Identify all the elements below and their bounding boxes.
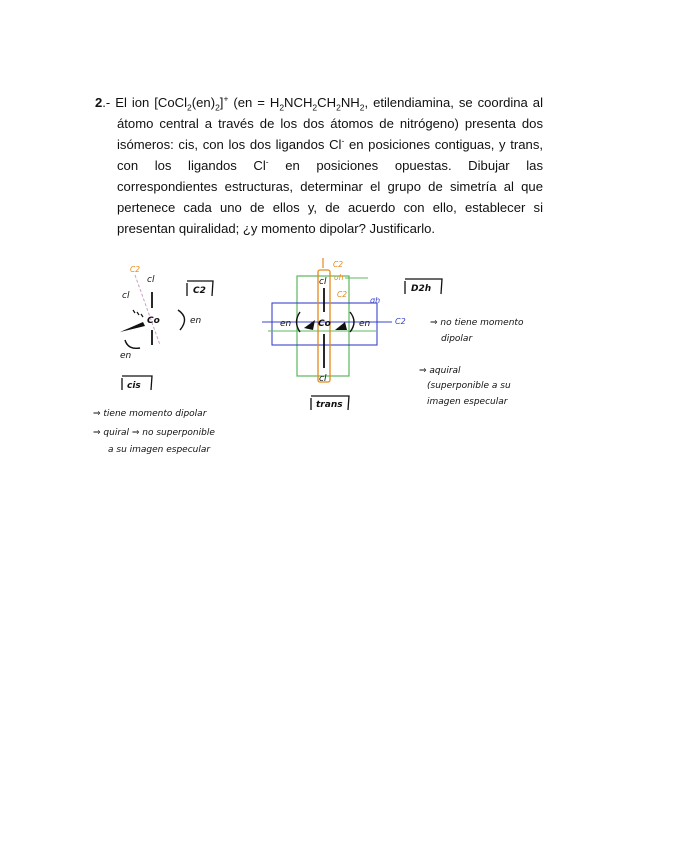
text-seg: (en) bbox=[191, 95, 216, 110]
trans-metal-co: Co bbox=[318, 319, 331, 329]
trans-point-group: D2h bbox=[411, 284, 432, 294]
text-seg: (en = H bbox=[228, 95, 280, 110]
trans-wedge-right bbox=[335, 322, 347, 330]
text-seg: .- El ion [CoCl bbox=[102, 95, 188, 110]
trans-note-line4: (superponible a su bbox=[427, 381, 511, 391]
text-seg: NCH bbox=[284, 95, 313, 110]
trans-note-line3: ⇒ aquiral bbox=[419, 366, 461, 376]
subscript: 2 bbox=[336, 102, 341, 113]
cis-isomer-label: cis bbox=[127, 381, 141, 391]
subscript: 2 bbox=[187, 102, 192, 113]
trans-c2-right-label: C2 bbox=[395, 317, 406, 326]
text-seg: NH bbox=[340, 95, 360, 110]
cis-hashed-bond bbox=[133, 310, 143, 317]
superscript: + bbox=[223, 93, 229, 104]
cis-point-group: C2 bbox=[193, 286, 206, 296]
text-seg: , etilendiamina, se coordina al átomo central a través de los dos átomos de nitrógeno) presenta dos isómeros: cis, con los dos ligandos Cl bbox=[117, 95, 543, 152]
problem-number: 2 bbox=[95, 95, 103, 110]
cis-note-line2: ⇒ quiral ⇒ no superponible bbox=[93, 428, 215, 438]
superscript: - bbox=[341, 135, 345, 146]
subscript: 2 bbox=[359, 102, 365, 113]
cis-c2-axis bbox=[135, 275, 160, 345]
text-seg: CH bbox=[317, 95, 337, 110]
trans-ligand-cl-top: cl bbox=[319, 277, 327, 287]
cis-en-right-arc bbox=[178, 310, 185, 330]
cis-ligand-cl-top: cl bbox=[147, 275, 155, 285]
trans-note-line1: ⇒ no tiene momento bbox=[430, 318, 524, 328]
cis-metal-co: Co bbox=[147, 316, 160, 326]
trans-c2-second-label: C2 bbox=[337, 290, 348, 299]
cis-wedge-bond bbox=[120, 322, 145, 332]
cis-c2-axis-label: C2 bbox=[130, 265, 141, 274]
trans-ligand-en-left: en bbox=[280, 319, 292, 329]
trans-sigma-h-side: σh bbox=[370, 296, 381, 305]
cis-ligand-en-right: en bbox=[190, 316, 202, 326]
subscript: 2 bbox=[312, 102, 318, 113]
text-seg: en posiciones opuestas. Dibujar las correspondientes estructuras, determinar el grupo de simetría al que pertenece cada uno de ellos y, de acuerdo con ello, establecer si presentan quiralidad; ¿y momento dipolar? Justificarlo. bbox=[117, 158, 543, 236]
trans-sigma-h-top: σh bbox=[334, 273, 344, 282]
trans-note-line2: dipolar bbox=[441, 334, 473, 344]
text-seg: ] bbox=[219, 95, 224, 110]
cis-note-line3: a su imagen especular bbox=[108, 445, 211, 455]
cis-en-bottom-arc bbox=[125, 340, 140, 348]
subscript: 2 bbox=[279, 102, 285, 113]
trans-note-line5: imagen especular bbox=[427, 397, 508, 407]
trans-structure-sketch bbox=[262, 258, 524, 410]
cis-ligand-en-bottom: en bbox=[120, 351, 132, 361]
subscript: 2 bbox=[215, 102, 220, 113]
trans-isomer-label: trans bbox=[316, 400, 343, 410]
cis-note-line1: ⇒ tiene momento dipolar bbox=[93, 409, 207, 419]
cis-ligand-cl-left: cl bbox=[122, 291, 130, 301]
trans-ligand-cl-bottom: cl bbox=[319, 374, 327, 384]
superscript: - bbox=[265, 156, 269, 167]
text-seg: en posiciones contiguas, y trans, con los ligandos Cl bbox=[117, 137, 544, 173]
trans-c2-top-label: C2 bbox=[333, 260, 344, 269]
cis-structure-sketch bbox=[93, 265, 215, 455]
trans-ligand-en-right: en bbox=[359, 319, 371, 329]
